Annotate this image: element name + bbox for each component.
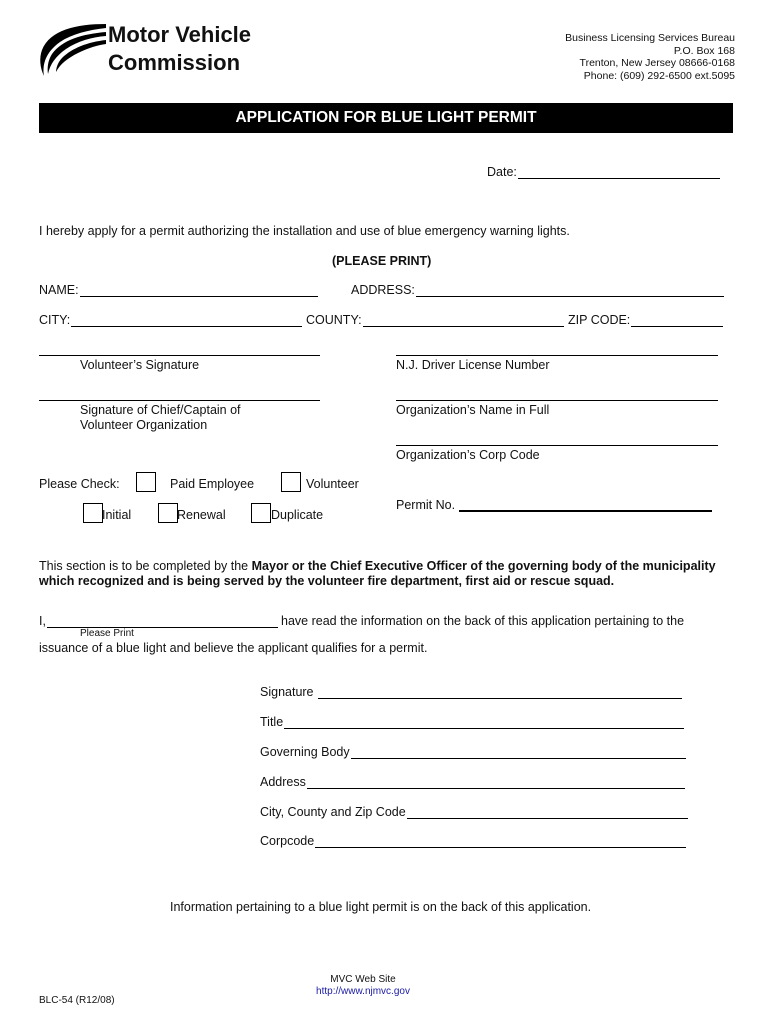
city-state: Trenton, New Jersey 08666-0168 xyxy=(579,57,735,69)
county-label: COUNTY: xyxy=(306,313,362,327)
intro-text: I hereby apply for a permit authorizing the installation and use of blue emergency warning lights. xyxy=(39,224,570,238)
renewal-checkbox[interactable] xyxy=(158,503,178,523)
web-site-label: MVC Web Site xyxy=(330,974,396,985)
mvc-logo xyxy=(36,22,108,78)
section-lead: This section is to be completed by the xyxy=(39,559,252,573)
mvc-logo-icon xyxy=(36,22,108,78)
zip-field[interactable] xyxy=(568,313,723,327)
permit-number-field[interactable] xyxy=(396,498,712,512)
chief-label-line2: Volunteer Organization xyxy=(80,418,208,432)
date-field[interactable] xyxy=(487,165,720,179)
date-label: Date: xyxy=(487,165,517,179)
paid-employee-checkbox[interactable] xyxy=(136,472,156,492)
city-field[interactable] xyxy=(39,313,302,327)
corpcode-field[interactable] xyxy=(260,834,686,848)
initial-checkbox[interactable] xyxy=(83,503,103,523)
name-field[interactable] xyxy=(39,283,318,297)
org-name-label: Organization’s Name in Full xyxy=(396,403,550,417)
volunteer-checkbox[interactable] xyxy=(281,472,301,492)
form-title: APPLICATION FOR BLUE LIGHT PERMIT xyxy=(235,109,537,126)
chief-signature-label xyxy=(80,403,241,433)
governing-body-field[interactable] xyxy=(260,745,686,759)
certifier-i-label: I, xyxy=(39,614,46,628)
cert-text-2: issuance of a blue light and believe the applicant qualifies for a permit. xyxy=(39,641,428,655)
county-field[interactable] xyxy=(306,313,564,327)
bureau-address-block xyxy=(565,32,735,82)
volunteer-signature-label: Volunteer’s Signature xyxy=(80,358,200,372)
permit-number-label: Permit No. xyxy=(396,498,456,512)
official-signature-label: Signature xyxy=(260,685,314,699)
duplicate-checkbox[interactable] xyxy=(251,503,271,523)
city-label: CITY: xyxy=(39,313,71,327)
official-address-label: Address xyxy=(260,775,306,789)
license-number-label: N.J. Driver License Number xyxy=(396,358,550,372)
volunteer-label: Volunteer xyxy=(306,477,359,491)
please-print-label: (PLEASE PRINT) xyxy=(332,254,432,268)
agency-name-line1: Motor Vehicle xyxy=(108,22,252,47)
org-name-line[interactable] xyxy=(396,400,718,401)
name-label: NAME: xyxy=(39,283,79,297)
address-field[interactable] xyxy=(351,283,724,297)
initial-label: Initial xyxy=(102,508,132,522)
official-signature-field[interactable] xyxy=(260,685,682,699)
official-title-label: Title xyxy=(260,715,284,729)
title-bar xyxy=(39,103,733,133)
bureau-name: Business Licensing Services Bureau xyxy=(565,32,735,44)
section-bold-2: which recognized and is being served by the volunteer fire department, first aid or rescue squad. xyxy=(39,574,615,588)
section-instructions xyxy=(39,559,739,589)
paid-employee-label: Paid Employee xyxy=(170,477,255,491)
web-site-block xyxy=(300,974,426,998)
volunteer-signature-line[interactable] xyxy=(39,355,320,356)
please-check-label: Please Check: xyxy=(39,477,120,491)
license-number-line[interactable] xyxy=(396,355,718,356)
duplicate-label: Duplicate xyxy=(271,508,324,522)
agency-name-line2: Commission xyxy=(108,50,241,75)
chief-label-line1: Signature of Chief/Captain of xyxy=(80,403,241,417)
phone: Phone: (609) 292-6500 ext.5095 xyxy=(583,69,735,82)
section-bold-1: Mayor or the Chief Executive Officer of the governing body of the municipality xyxy=(251,559,716,573)
zip-label: ZIP CODE: xyxy=(568,313,631,327)
official-address-field[interactable] xyxy=(260,775,685,789)
web-site-link[interactable]: http://www.njmvc.gov xyxy=(316,986,410,997)
form-id: BLC-54 (R12/08) xyxy=(39,995,115,1006)
chief-signature-line[interactable] xyxy=(39,400,320,401)
corp-code-line[interactable] xyxy=(396,445,718,446)
corp-code-label: Organization’s Corp Code xyxy=(396,448,540,462)
official-title-field[interactable] xyxy=(260,715,684,729)
address-label: ADDRESS: xyxy=(351,283,415,297)
info-note: Information pertaining to a blue light permit is on the back of this application. xyxy=(170,900,592,914)
governing-body-label: Governing Body xyxy=(260,745,350,759)
certifier-name-field[interactable] xyxy=(39,614,278,628)
cert-text-1: have read the information on the back of this application pertaining to the xyxy=(281,614,685,628)
city-county-zip-field[interactable] xyxy=(260,805,688,819)
please-print-small: Please Print xyxy=(80,628,134,639)
renewal-label: Renewal xyxy=(177,508,226,522)
corpcode-label: Corpcode xyxy=(260,834,315,848)
city-county-zip-label: City, County and Zip Code xyxy=(260,805,406,819)
po-box: P.O. Box 168 xyxy=(673,44,735,57)
